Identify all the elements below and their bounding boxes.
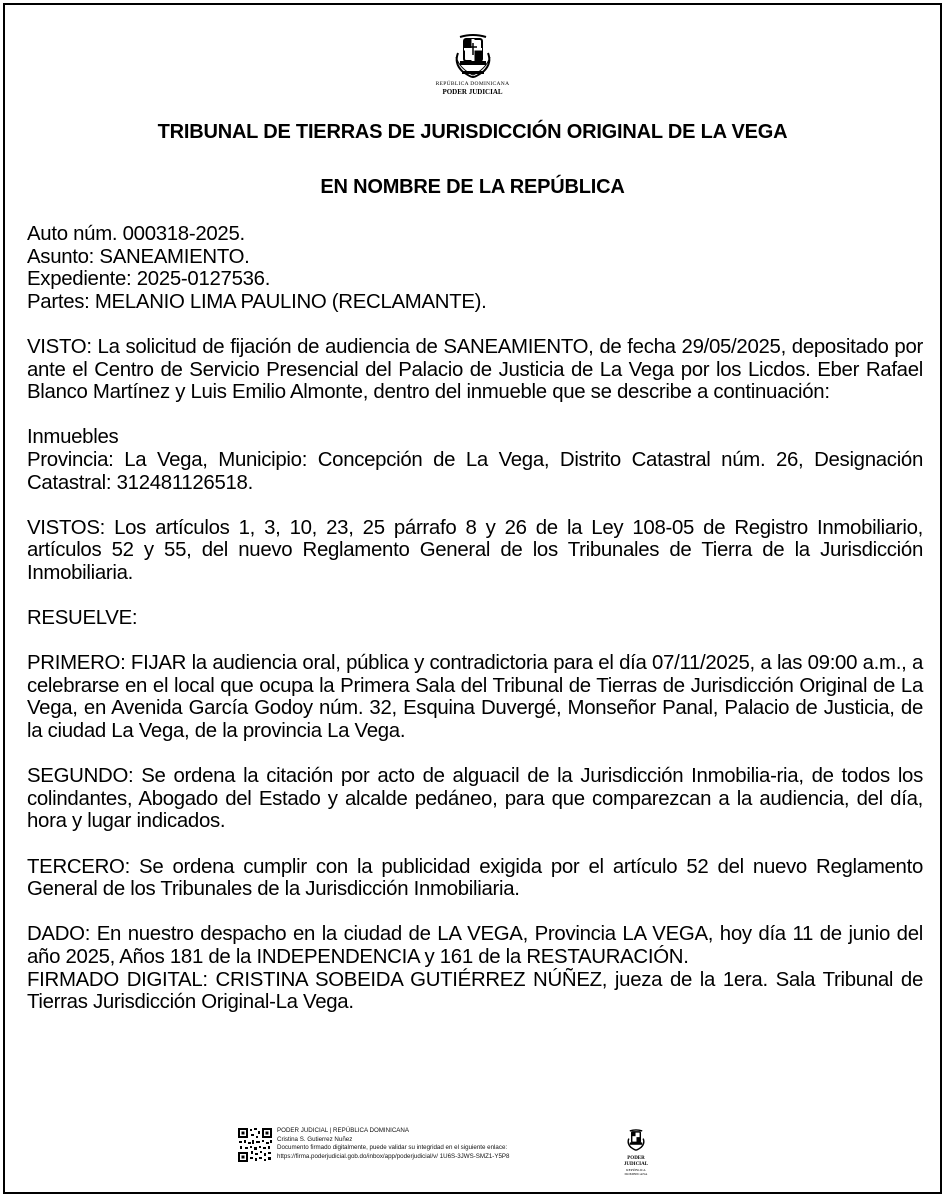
document-frame — [3, 3, 942, 1194]
expediente: Expediente: 2025-0127536. — [27, 268, 271, 291]
primero-paragraph: PRIMERO: FIJAR la audiencia oral, pública y contradictoria para el día 07/11/2025, a las 09:00 a.m., a celebrarse en el local que ocupa la Primera Sala del Tribunal de Tierras de Jurisdicción Original de La Vega, en Avenida García Godoy núm. 32, Esquina Duvergé, Monseñor Panal, Palacio de Justicia, de la ciudad La Vega, de la provincia La Vega. — [27, 652, 923, 743]
signature-line-1: PODER JUDICIAL | REPÚBLICA DOMINICANA — [277, 1127, 410, 1134]
signature-line-3: Documento firmado digitalmente, puede validar su integridad en el siguiente enlace: — [277, 1144, 508, 1152]
seal-caption — [5, 81, 940, 96]
document-body — [27, 223, 923, 1014]
firmado-paragraph: FIRMADO DIGITAL: CRISTINA SOBEIDA GUTIÉRREZ NÚÑEZ, jueza de la 1era. Sala Tribunal de Tierras Jurisdicción Original-La Vega. — [27, 968, 923, 1014]
mini-coat-of-arms-icon — [625, 1129, 647, 1151]
mini-seal — [621, 1129, 651, 1176]
asunto: Asunto: SANEAMIENTO. — [27, 245, 250, 268]
mini-seal-subcaption: REPÚBLICA DOMINICANA — [624, 1168, 648, 1176]
auto-number: Auto núm. 000318-2025. — [27, 223, 245, 245]
partes: Partes: MELANIO LIMA PAULINO (RECLAMANTE). — [27, 290, 487, 313]
resuelve-heading: RESUELVE: — [27, 607, 138, 630]
court-title: TRIBUNAL DE TIERRAS DE JURISDICCIÓN ORIGINAL DE LA VEGA — [157, 121, 788, 143]
mini-seal-caption: PODER JUDICIAL — [623, 1156, 649, 1167]
seal-subcaption: REPÚBLICA DOMINICANA — [435, 81, 510, 87]
signature-text — [277, 1127, 510, 1161]
tercero-paragraph: TERCERO: Se ordena cumplir con la publicidad exigida por el artículo 52 del nuevo Reglamento General de los Tribunales de la Jurisdicción Inmobiliaria. — [27, 855, 923, 901]
inmuebles-heading: Inmuebles — [27, 426, 119, 449]
seal — [5, 33, 940, 84]
signature-line-2: Cristina S. Gutierrez Nuñez — [277, 1135, 353, 1143]
seal-caption-text: PODER JUDICIAL — [442, 88, 503, 96]
signature-link[interactable]: https://firma.poderjudicial.gob.do/inbox/app/poderjudicial/v/ 1U6S-3JWS-SMZ1-Y5P8 — [277, 1152, 510, 1160]
visto-paragraph: VISTO: La solicitud de fijación de audiencia de SANEAMIENTO, de fecha 29/05/2025, depositado por ante el Centro de Servicio Presencial del Palacio de Justicia de La Vega por los Licdos. Eber Rafael Blanco Martínez y Luis Emilio Almonte, dentro del inmueble que se describe a continuación: — [27, 335, 923, 404]
qr-code-icon[interactable] — [237, 1127, 273, 1163]
inmuebles-description: Provincia: La Vega, Municipio: Concepción de La Vega, Distrito Catastral núm. 26, Designación Catastral: 312481126518. — [27, 448, 923, 494]
dado-paragraph: DADO: En nuestro despacho en la ciudad de LA VEGA, Provincia LA VEGA, hoy día 11 de junio del año 2025, Años 181 de la INDEPENDENCIA y 161 de la RESTAURACIÓN. — [27, 923, 923, 968]
vistos-paragraph: VISTOS: Los artículos 1, 3, 10, 23, 25 párrafo 8 y 26 de la Ley 108-05 de Registro Inmobiliario, artículos 52 y 55, del nuevo Reglamento General de los Tribunales de Tierra de la Jurisdicción Inmobiliaria. — [27, 516, 923, 584]
document-subtitle: EN NOMBRE DE LA REPÚBLICA — [320, 176, 625, 198]
digital-signature-footer — [237, 1127, 657, 1176]
segundo-paragraph: SEGUNDO: Se ordena la citación por acto de alguacil de la Jurisdicción Inmobilia-ria, de todos los colindantes, Abogado del Estado y alcalde pedáneo, para que comparezcan a la audiencia, del día, hora y lugar indicados. — [27, 765, 923, 833]
coat-of-arms-icon — [450, 33, 496, 79]
